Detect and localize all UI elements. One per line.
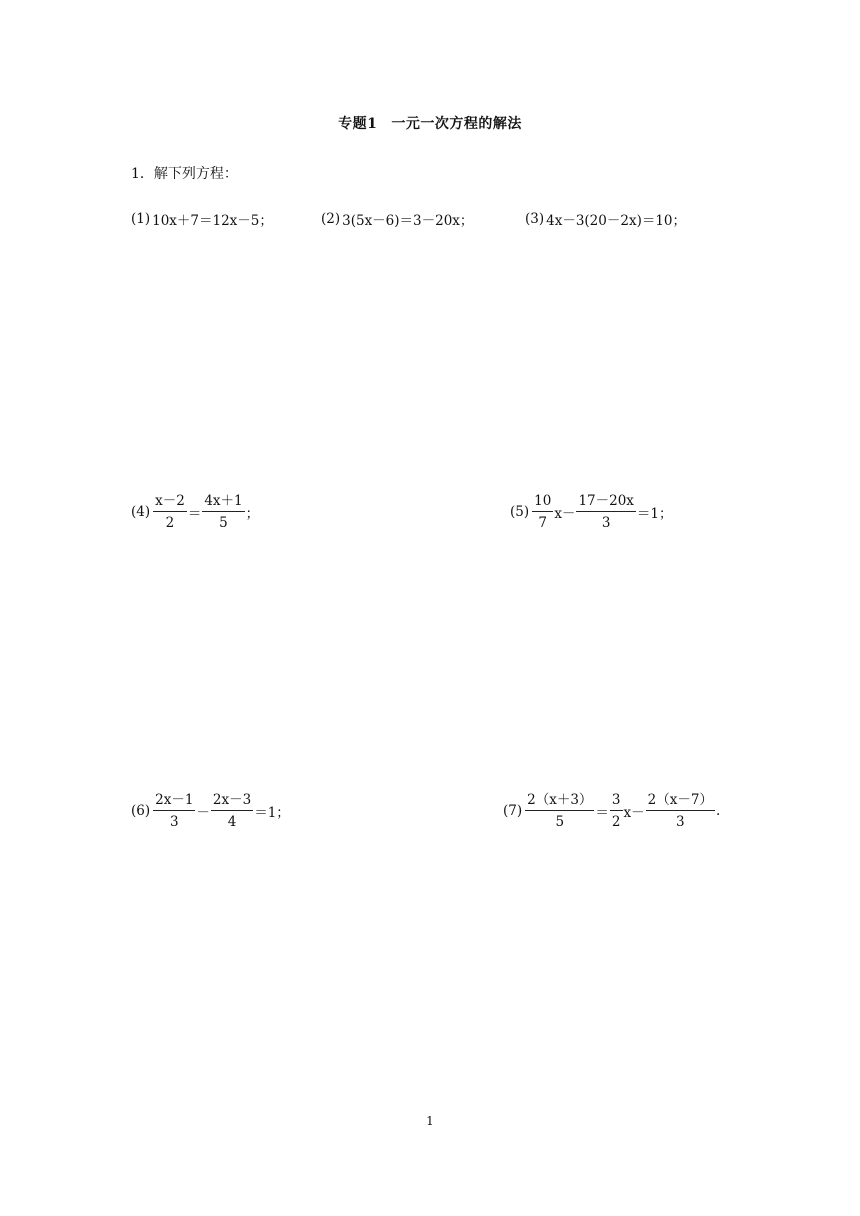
problem-3-equation: 4x－3(20－2x)＝10； — [546, 213, 687, 229]
numerator: 2（x＋3） — [525, 793, 594, 811]
operator: ＝ — [187, 506, 202, 522]
fraction — [646, 793, 715, 829]
equation-middle: x－ — [623, 805, 645, 821]
fraction — [202, 494, 244, 530]
equation-end: ＝1； — [254, 805, 290, 821]
denominator: 2 — [165, 515, 175, 531]
title-text: 一元一次方程的解法 — [391, 116, 522, 132]
fraction — [610, 793, 623, 829]
numerator: 2（x－7） — [646, 793, 715, 811]
numerator: 2x－3 — [211, 793, 253, 811]
problem-6-label: (6) — [131, 803, 151, 819]
fraction — [153, 793, 195, 829]
equation-middle: x－ — [554, 506, 576, 522]
numerator: x－2 — [153, 494, 187, 512]
problem-2-equation: 3(5x－6)＝3－20x； — [342, 213, 474, 229]
operator: ＝ — [595, 805, 609, 821]
problem-1-label: (1) — [131, 211, 151, 227]
numerator: 17－20x — [576, 494, 635, 512]
denominator: 2 — [611, 814, 621, 830]
page-number: 1 — [426, 1114, 434, 1128]
problem-4-label: (4) — [131, 504, 151, 520]
problem-1 — [131, 209, 273, 229]
numerator: 2x－1 — [153, 793, 195, 811]
equation-end: ； — [245, 506, 260, 522]
numerator: 3 — [610, 793, 623, 811]
problem-5-label: (5) — [510, 504, 530, 520]
fraction — [211, 793, 253, 829]
problem-3 — [525, 209, 686, 229]
fraction — [525, 793, 594, 829]
question-intro: 1．解下列方程： — [131, 166, 238, 182]
denominator: 3 — [169, 814, 179, 830]
denominator: 3 — [601, 515, 611, 531]
problem-2-label: (2) — [321, 211, 341, 227]
numerator: 4x＋1 — [202, 494, 244, 512]
numerator: 10 — [532, 494, 553, 512]
denominator: 4 — [227, 814, 237, 830]
operator: － — [196, 805, 210, 821]
equation-end: . — [715, 803, 721, 819]
problem-3-label: (3) — [525, 211, 545, 227]
denominator: 5 — [555, 814, 565, 830]
denominator: 7 — [538, 515, 548, 531]
fraction — [532, 494, 553, 530]
fraction — [153, 494, 187, 530]
problem-5 — [510, 494, 673, 530]
problem-2 — [321, 209, 473, 229]
problem-4 — [131, 494, 259, 530]
denominator: 3 — [675, 814, 685, 830]
problem-6 — [131, 793, 290, 829]
problem-7 — [503, 793, 720, 829]
page-title — [0, 113, 860, 133]
denominator: 5 — [219, 515, 228, 531]
problem-1-equation: 10x＋7＝12x－5； — [152, 213, 273, 229]
equation-end: ＝1； — [636, 506, 673, 522]
title-label: 专题1 — [338, 116, 378, 132]
problem-7-label: (7) — [503, 803, 523, 819]
fraction — [576, 494, 635, 530]
